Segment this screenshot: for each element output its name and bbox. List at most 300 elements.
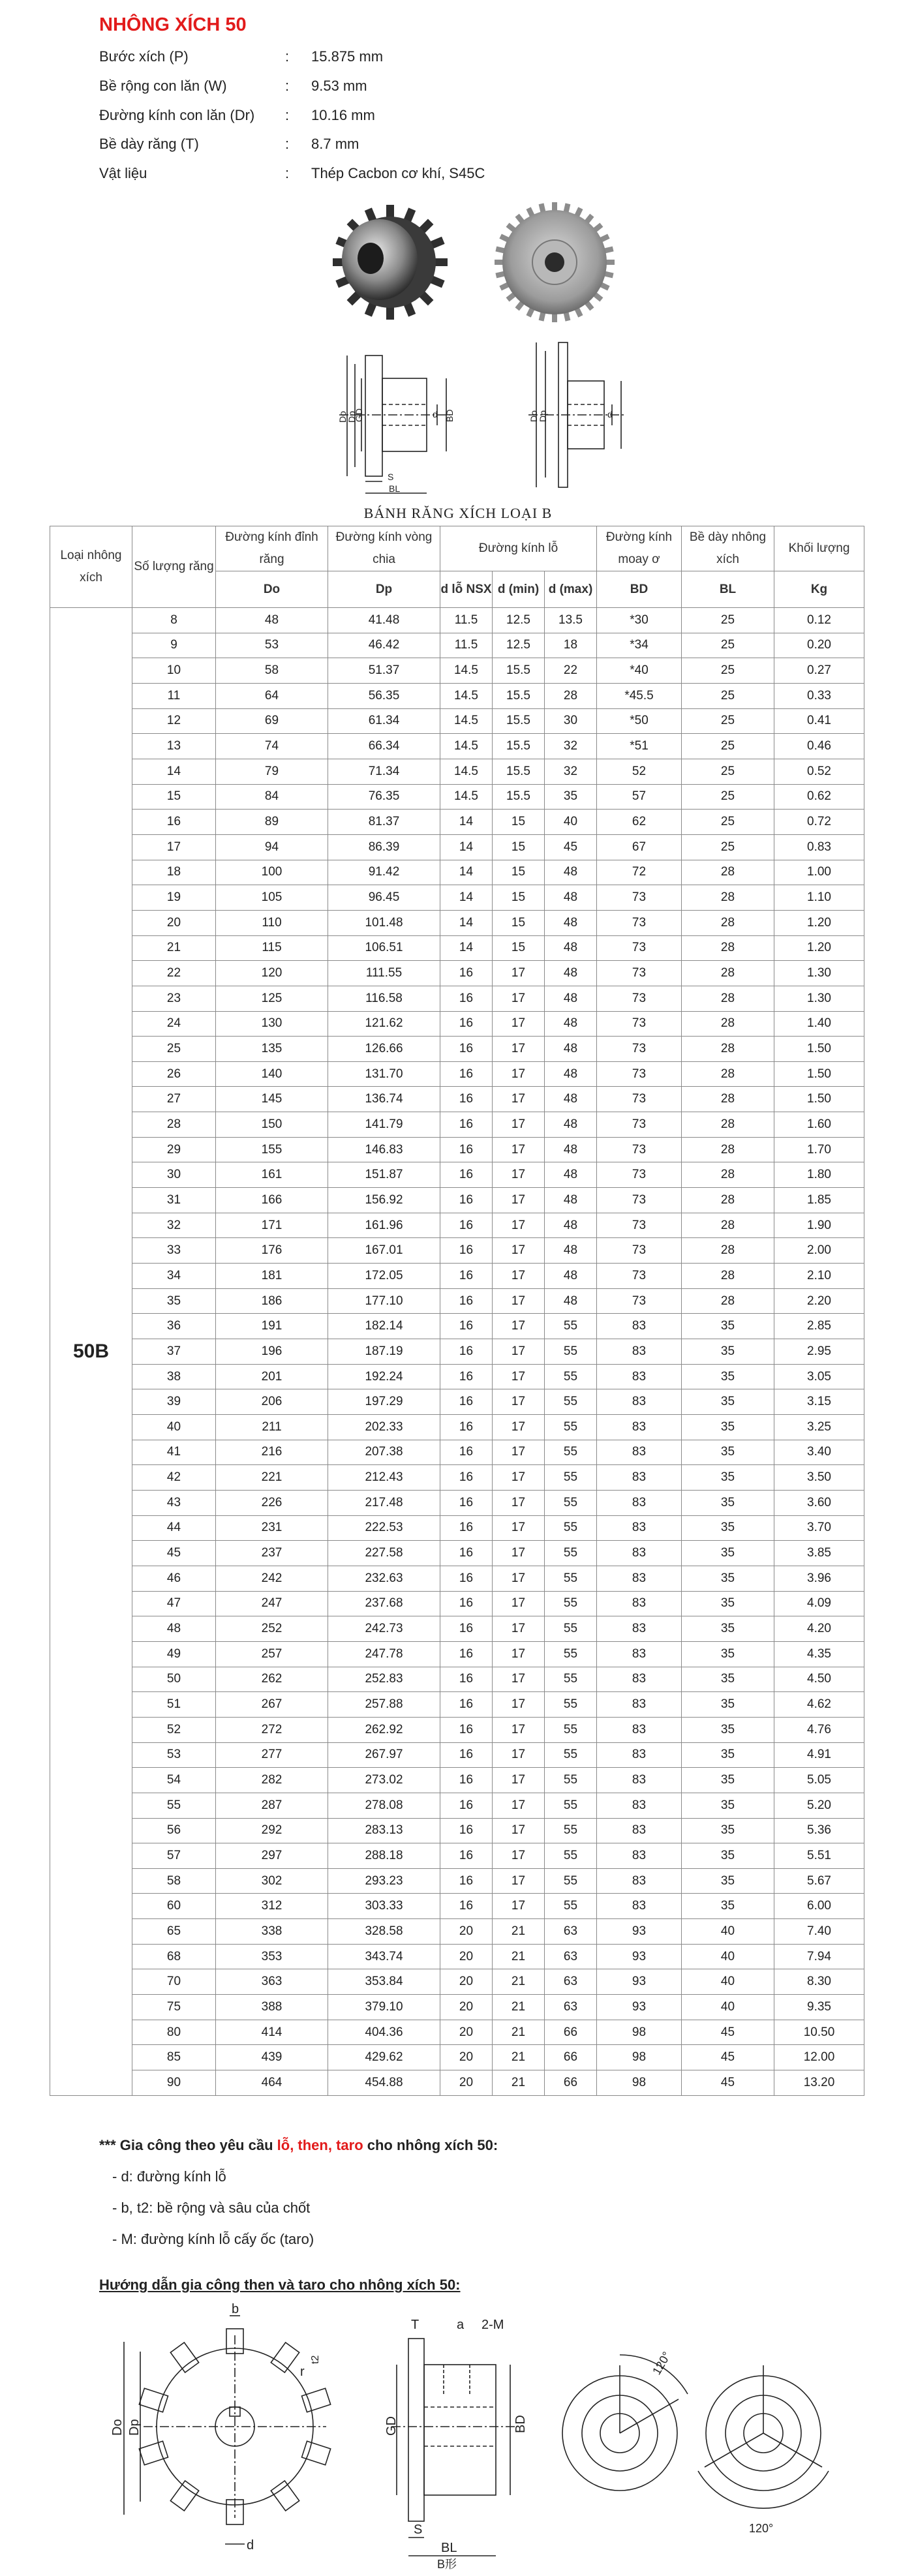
cell-d-nsx: 14.5 — [440, 784, 493, 810]
keyway-tapping-drawings — [85, 2303, 842, 2570]
cell-dp: 288.18 — [328, 1843, 440, 1869]
header-d-nsx: d lỗ NSX — [440, 571, 493, 608]
cell-d-min: 17 — [493, 986, 545, 1011]
label-d-bottom: d — [247, 2538, 254, 2553]
table-row — [50, 759, 864, 784]
cell-do: 84 — [216, 784, 328, 810]
cell-dp: 353.84 — [328, 1969, 440, 1995]
cell-do: 464 — [216, 2070, 328, 2096]
cell-bl: 28 — [682, 1213, 774, 1238]
cell-d-min: 17 — [493, 1364, 545, 1389]
cell-bl: 35 — [682, 1717, 774, 1742]
cell-d-min: 17 — [493, 1515, 545, 1541]
cell-d-min: 17 — [493, 1162, 545, 1188]
sprocket-spec-table — [50, 526, 864, 2096]
cell-bd: 52 — [597, 759, 682, 784]
cell-d-min: 15.5 — [493, 708, 545, 734]
cell-teeth: 60 — [132, 1894, 216, 1919]
cell-d-nsx: 20 — [440, 2020, 493, 2045]
cell-d-nsx: 16 — [440, 1389, 493, 1415]
cell-kg: 12.00 — [774, 2045, 864, 2070]
label-s: S — [388, 472, 394, 482]
cell-kg: 4.35 — [774, 1641, 864, 1667]
spec-label: Vật liệu — [99, 165, 147, 181]
cell-kg: 2.20 — [774, 1288, 864, 1314]
cell-kg: 0.46 — [774, 734, 864, 759]
cell-dp: 121.62 — [328, 1011, 440, 1037]
cell-teeth: 50 — [132, 1667, 216, 1692]
cell-d-max: 66 — [545, 2070, 597, 2096]
spec-value: 9.53 mm — [311, 78, 367, 94]
cell-dp: 161.96 — [328, 1213, 440, 1238]
cell-do: 414 — [216, 2020, 328, 2045]
cell-d-nsx: 16 — [440, 1818, 493, 1843]
cell-bd: 73 — [597, 1288, 682, 1314]
cell-bl: 35 — [682, 1818, 774, 1843]
cell-bl: 35 — [682, 1440, 774, 1465]
cell-d-max: 48 — [545, 1288, 597, 1314]
cell-do: 247 — [216, 1591, 328, 1616]
label-t: T — [411, 2318, 420, 2332]
cell-do: 145 — [216, 1087, 328, 1112]
cell-do: 312 — [216, 1894, 328, 1919]
table-row — [50, 708, 864, 734]
cell-kg: 7.40 — [774, 1919, 864, 1945]
cell-bd: 83 — [597, 1515, 682, 1541]
cell-teeth: 31 — [132, 1188, 216, 1213]
cell-d-min: 17 — [493, 1667, 545, 1692]
cell-bl: 35 — [682, 1566, 774, 1591]
spec-colon: : — [285, 107, 290, 123]
note-item: - M: đường kính lỗ cấy ốc (taro) — [112, 2231, 314, 2247]
cell-kg: 3.05 — [774, 1364, 864, 1389]
cell-dp: 212.43 — [328, 1465, 440, 1491]
cell-kg: 3.40 — [774, 1440, 864, 1465]
sprocket-photos — [320, 196, 633, 333]
table-row — [50, 1238, 864, 1264]
cell-kg: 0.12 — [774, 608, 864, 633]
cell-bd: 73 — [597, 961, 682, 986]
cell-d-nsx: 16 — [440, 1137, 493, 1162]
cell-dp: 101.48 — [328, 910, 440, 935]
cell-dp: 136.74 — [328, 1087, 440, 1112]
cell-bd: 93 — [597, 1919, 682, 1945]
notes-heading — [99, 2137, 498, 2154]
cell-bd: *34 — [597, 633, 682, 658]
cell-teeth: 42 — [132, 1465, 216, 1491]
cell-bd: 83 — [597, 1717, 682, 1742]
table-row — [50, 1213, 864, 1238]
cell-teeth: 17 — [132, 834, 216, 860]
cell-dp: 192.24 — [328, 1364, 440, 1389]
cell-d-nsx: 16 — [440, 986, 493, 1011]
cell-d-nsx: 16 — [440, 1364, 493, 1389]
cell-kg: 2.85 — [774, 1314, 864, 1339]
cell-d-nsx: 16 — [440, 1490, 493, 1515]
cell-do: 53 — [216, 633, 328, 658]
cell-teeth: 19 — [132, 885, 216, 911]
cell-bd: 73 — [597, 986, 682, 1011]
cell-kg: 1.80 — [774, 1162, 864, 1188]
cell-bd: 83 — [597, 1616, 682, 1642]
label-bd: BD — [444, 409, 455, 422]
cell-do: 115 — [216, 935, 328, 961]
cell-bd: 73 — [597, 1137, 682, 1162]
header-d-min: d (min) — [493, 571, 545, 608]
header-bl-desc: Bề dày nhông xích — [682, 526, 774, 571]
spec-value: 8.7 mm — [311, 136, 359, 152]
table-row — [50, 1440, 864, 1465]
cell-bl: 28 — [682, 885, 774, 911]
cell-dp: 343.74 — [328, 1944, 440, 1969]
cell-do: 105 — [216, 885, 328, 911]
cell-kg: 1.20 — [774, 910, 864, 935]
table-row — [50, 633, 864, 658]
cell-kg: 1.85 — [774, 1188, 864, 1213]
cell-d-max: 55 — [545, 1692, 597, 1718]
cell-do: 388 — [216, 1995, 328, 2020]
cell-bl: 35 — [682, 1364, 774, 1389]
cell-d-max: 55 — [545, 1364, 597, 1389]
cell-bd: 73 — [597, 1213, 682, 1238]
cell-teeth: 18 — [132, 860, 216, 885]
table-row — [50, 1314, 864, 1339]
cell-bd: 83 — [597, 1541, 682, 1566]
cell-dp: 66.34 — [328, 734, 440, 759]
cell-kg: 1.50 — [774, 1087, 864, 1112]
cell-teeth: 44 — [132, 1515, 216, 1541]
note-item: - d: đường kính lỗ — [112, 2168, 226, 2185]
cell-dp: 328.58 — [328, 1919, 440, 1945]
cell-d-nsx: 16 — [440, 961, 493, 986]
cell-do: 94 — [216, 834, 328, 860]
cell-bl: 35 — [682, 1465, 774, 1491]
cell-teeth: 41 — [132, 1440, 216, 1465]
cell-d-nsx: 14 — [440, 810, 493, 835]
cell-bd: 83 — [597, 1692, 682, 1718]
cell-d-max: 55 — [545, 1616, 597, 1642]
cell-bl: 35 — [682, 1541, 774, 1566]
cell-do: 130 — [216, 1011, 328, 1037]
cell-d-max: 48 — [545, 1238, 597, 1264]
cell-d-max: 55 — [545, 1591, 597, 1616]
cell-teeth: 51 — [132, 1692, 216, 1718]
cell-d-nsx: 14.5 — [440, 708, 493, 734]
cell-d-min: 17 — [493, 1137, 545, 1162]
cell-bl: 25 — [682, 810, 774, 835]
cell-dp: 237.68 — [328, 1591, 440, 1616]
cell-d-nsx: 14.5 — [440, 658, 493, 684]
cell-do: 58 — [216, 658, 328, 684]
table-row — [50, 1112, 864, 1138]
cell-teeth: 16 — [132, 810, 216, 835]
cell-bd: 83 — [597, 1742, 682, 1768]
cell-bl: 28 — [682, 1238, 774, 1264]
header-dp-desc: Đường kính vòng chia — [328, 526, 440, 571]
cell-bd: 67 — [597, 834, 682, 860]
cell-bd: 83 — [597, 1768, 682, 1793]
table-body — [50, 608, 864, 2096]
cell-d-max: 28 — [545, 683, 597, 708]
cell-kg: 6.00 — [774, 1894, 864, 1919]
cell-dp: 111.55 — [328, 961, 440, 986]
cell-bl: 40 — [682, 1944, 774, 1969]
cell-teeth: 38 — [132, 1364, 216, 1389]
cell-d-max: 48 — [545, 1188, 597, 1213]
cell-d-nsx: 20 — [440, 1969, 493, 1995]
cell-d-nsx: 16 — [440, 1566, 493, 1591]
cell-d-max: 48 — [545, 1011, 597, 1037]
table-row — [50, 658, 864, 684]
cell-bd: 83 — [597, 1339, 682, 1365]
cell-bl: 25 — [682, 734, 774, 759]
page-title: NHÔNG XÍCH 50 — [99, 14, 247, 35]
label-b-shape: B形 — [437, 2558, 457, 2570]
label-angle-bottom: 120° — [749, 2522, 774, 2535]
cell-teeth: 37 — [132, 1339, 216, 1365]
cell-d-min: 17 — [493, 1742, 545, 1768]
cell-d-max: 55 — [545, 1843, 597, 1869]
cell-bl: 35 — [682, 1793, 774, 1818]
cell-kg: 2.10 — [774, 1264, 864, 1289]
header-bl: BL — [682, 571, 774, 608]
cell-d-max: 32 — [545, 759, 597, 784]
cell-d-nsx: 16 — [440, 1415, 493, 1440]
label-dp: Dp — [346, 411, 357, 423]
notes-suffix: cho nhông xích 50: — [363, 2137, 498, 2153]
cell-dp: 126.66 — [328, 1037, 440, 1062]
cell-do: 176 — [216, 1238, 328, 1264]
cell-d-min: 17 — [493, 1213, 545, 1238]
cell-bd: 73 — [597, 1188, 682, 1213]
cell-d-min: 17 — [493, 1616, 545, 1642]
cell-kg: 5.05 — [774, 1768, 864, 1793]
cell-d-nsx: 16 — [440, 1188, 493, 1213]
cell-teeth: 27 — [132, 1087, 216, 1112]
cell-dp: 454.88 — [328, 2070, 440, 2096]
cell-d-max: 48 — [545, 961, 597, 986]
spec-colon: : — [285, 78, 290, 94]
cell-bl: 28 — [682, 1087, 774, 1112]
cell-dp: 283.13 — [328, 1818, 440, 1843]
cell-d-min: 21 — [493, 1969, 545, 1995]
cell-teeth: 25 — [132, 1037, 216, 1062]
table-row — [50, 961, 864, 986]
cell-d-max: 48 — [545, 1264, 597, 1289]
table-row — [50, 1742, 864, 1768]
cell-bd: 73 — [597, 885, 682, 911]
spec-value: 10.16 mm — [311, 107, 375, 123]
cell-d-nsx: 14.5 — [440, 683, 493, 708]
table-row — [50, 1717, 864, 1742]
label-bl-bottom: BL — [441, 2541, 457, 2555]
cell-kg: 8.30 — [774, 1969, 864, 1995]
cell-bl: 25 — [682, 834, 774, 860]
table-row — [50, 1566, 864, 1591]
cell-d-nsx: 16 — [440, 1112, 493, 1138]
cell-d-min: 17 — [493, 1843, 545, 1869]
cell-do: 74 — [216, 734, 328, 759]
cell-d-nsx: 16 — [440, 1440, 493, 1465]
cell-bd: 93 — [597, 1969, 682, 1995]
cell-dp: 61.34 — [328, 708, 440, 734]
table-row — [50, 1944, 864, 1969]
cell-dp: 172.05 — [328, 1264, 440, 1289]
label-r: r — [300, 2365, 305, 2379]
cell-d-nsx: 20 — [440, 1944, 493, 1969]
cell-d-max: 48 — [545, 1137, 597, 1162]
cell-dp: 131.70 — [328, 1061, 440, 1087]
cell-d-max: 18 — [545, 633, 597, 658]
table-row — [50, 885, 864, 911]
cell-bd: 73 — [597, 935, 682, 961]
cell-d-min: 12.5 — [493, 608, 545, 633]
cell-bl: 35 — [682, 1339, 774, 1365]
cell-d-max: 48 — [545, 1213, 597, 1238]
table-row — [50, 1037, 864, 1062]
cell-teeth: 32 — [132, 1213, 216, 1238]
cell-d-max: 55 — [545, 1717, 597, 1742]
cell-bd: 98 — [597, 2070, 682, 2096]
cell-bl: 28 — [682, 1162, 774, 1188]
cell-bl: 28 — [682, 1061, 774, 1087]
cell-d-max: 48 — [545, 986, 597, 1011]
cell-bl: 28 — [682, 1037, 774, 1062]
spec-colon: : — [285, 165, 290, 181]
cell-d-min: 12.5 — [493, 633, 545, 658]
cell-bl: 35 — [682, 1667, 774, 1692]
cell-d-min: 15.5 — [493, 658, 545, 684]
cell-d-min: 17 — [493, 1465, 545, 1491]
cell-do: 216 — [216, 1440, 328, 1465]
cell-d-max: 45 — [545, 834, 597, 860]
cell-bl: 35 — [682, 1389, 774, 1415]
cell-d-max: 48 — [545, 1061, 597, 1087]
cell-kg: 0.52 — [774, 759, 864, 784]
cell-dp: 242.73 — [328, 1616, 440, 1642]
cell-teeth: 57 — [132, 1843, 216, 1869]
chain-type-cell: 50B — [50, 608, 132, 2096]
cell-dp: 96.45 — [328, 885, 440, 911]
cell-d-min: 17 — [493, 1793, 545, 1818]
cell-bd: *50 — [597, 708, 682, 734]
cell-d-min: 17 — [493, 1591, 545, 1616]
label-b: b — [232, 2303, 239, 2316]
cell-d-max: 40 — [545, 810, 597, 835]
cell-bl: 35 — [682, 1415, 774, 1440]
label-t2: t2 — [310, 2355, 321, 2364]
cell-dp: 207.38 — [328, 1440, 440, 1465]
cell-do: 140 — [216, 1061, 328, 1087]
table-row — [50, 2045, 864, 2070]
cell-dp: 91.42 — [328, 860, 440, 885]
cell-bd: 83 — [597, 1868, 682, 1894]
cell-do: 252 — [216, 1616, 328, 1642]
cell-bd: 83 — [597, 1440, 682, 1465]
cell-kg: 1.60 — [774, 1112, 864, 1138]
cell-bd: 83 — [597, 1894, 682, 1919]
cell-d-max: 48 — [545, 910, 597, 935]
cell-d-min: 17 — [493, 1768, 545, 1793]
cell-kg: 4.91 — [774, 1742, 864, 1768]
cell-d-nsx: 16 — [440, 1667, 493, 1692]
table-row — [50, 910, 864, 935]
cell-dp: 404.36 — [328, 2020, 440, 2045]
cell-bl: 45 — [682, 2020, 774, 2045]
cell-kg: 0.62 — [774, 784, 864, 810]
cell-dp: 81.37 — [328, 810, 440, 835]
cell-bd: 83 — [597, 1364, 682, 1389]
cell-do: 125 — [216, 986, 328, 1011]
cell-d-nsx: 16 — [440, 1238, 493, 1264]
cell-do: 201 — [216, 1364, 328, 1389]
cell-d-max: 55 — [545, 1894, 597, 1919]
cell-bl: 35 — [682, 1515, 774, 1541]
cell-do: 302 — [216, 1868, 328, 1894]
cell-dp: 429.62 — [328, 2045, 440, 2070]
cell-teeth: 26 — [132, 1061, 216, 1087]
header-d-max: d (max) — [545, 571, 597, 608]
cell-bl: 28 — [682, 986, 774, 1011]
cell-teeth: 85 — [132, 2045, 216, 2070]
cell-d-nsx: 14.5 — [440, 734, 493, 759]
cell-teeth: 80 — [132, 2020, 216, 2045]
cell-dp: 222.53 — [328, 1515, 440, 1541]
cell-teeth: 28 — [132, 1112, 216, 1138]
cell-kg: 1.50 — [774, 1061, 864, 1087]
notes-prefix: *** Gia công theo yêu cầu — [99, 2137, 277, 2153]
table-row — [50, 2020, 864, 2045]
cell-d-max: 55 — [545, 1742, 597, 1768]
cell-dp: 86.39 — [328, 834, 440, 860]
cell-d-min: 17 — [493, 1894, 545, 1919]
cell-do: 120 — [216, 961, 328, 986]
cell-dp: 257.88 — [328, 1692, 440, 1718]
table-row — [50, 683, 864, 708]
cell-d-nsx: 16 — [440, 1616, 493, 1642]
cell-kg: 0.41 — [774, 708, 864, 734]
header-do: Do — [216, 571, 328, 608]
cell-d-nsx: 14 — [440, 910, 493, 935]
cell-do: 338 — [216, 1919, 328, 1945]
table-row — [50, 1995, 864, 2020]
cell-d-min: 17 — [493, 1415, 545, 1440]
table-row — [50, 1641, 864, 1667]
cell-bl: 35 — [682, 1843, 774, 1869]
label-do: Do — [337, 411, 348, 423]
table-row — [50, 1061, 864, 1087]
cell-d-min: 15 — [493, 860, 545, 885]
cell-d-min: 15.5 — [493, 683, 545, 708]
cell-d-max: 55 — [545, 1768, 597, 1793]
cell-bl: 40 — [682, 1969, 774, 1995]
cell-d-max: 55 — [545, 1641, 597, 1667]
cell-d-min: 17 — [493, 1061, 545, 1087]
cell-dp: 71.34 — [328, 759, 440, 784]
cell-kg: 1.10 — [774, 885, 864, 911]
cell-teeth: 11 — [132, 683, 216, 708]
table-row — [50, 1616, 864, 1642]
cell-bd: 83 — [597, 1591, 682, 1616]
header-kg: Kg — [774, 571, 864, 608]
table-row — [50, 734, 864, 759]
label-gd: GD — [354, 408, 364, 422]
cell-d-nsx: 16 — [440, 1288, 493, 1314]
cell-kg: 3.50 — [774, 1465, 864, 1491]
cell-bl: 25 — [682, 784, 774, 810]
spec-label: Bề rộng con lăn (W) — [99, 78, 227, 94]
cell-d-nsx: 20 — [440, 1919, 493, 1945]
